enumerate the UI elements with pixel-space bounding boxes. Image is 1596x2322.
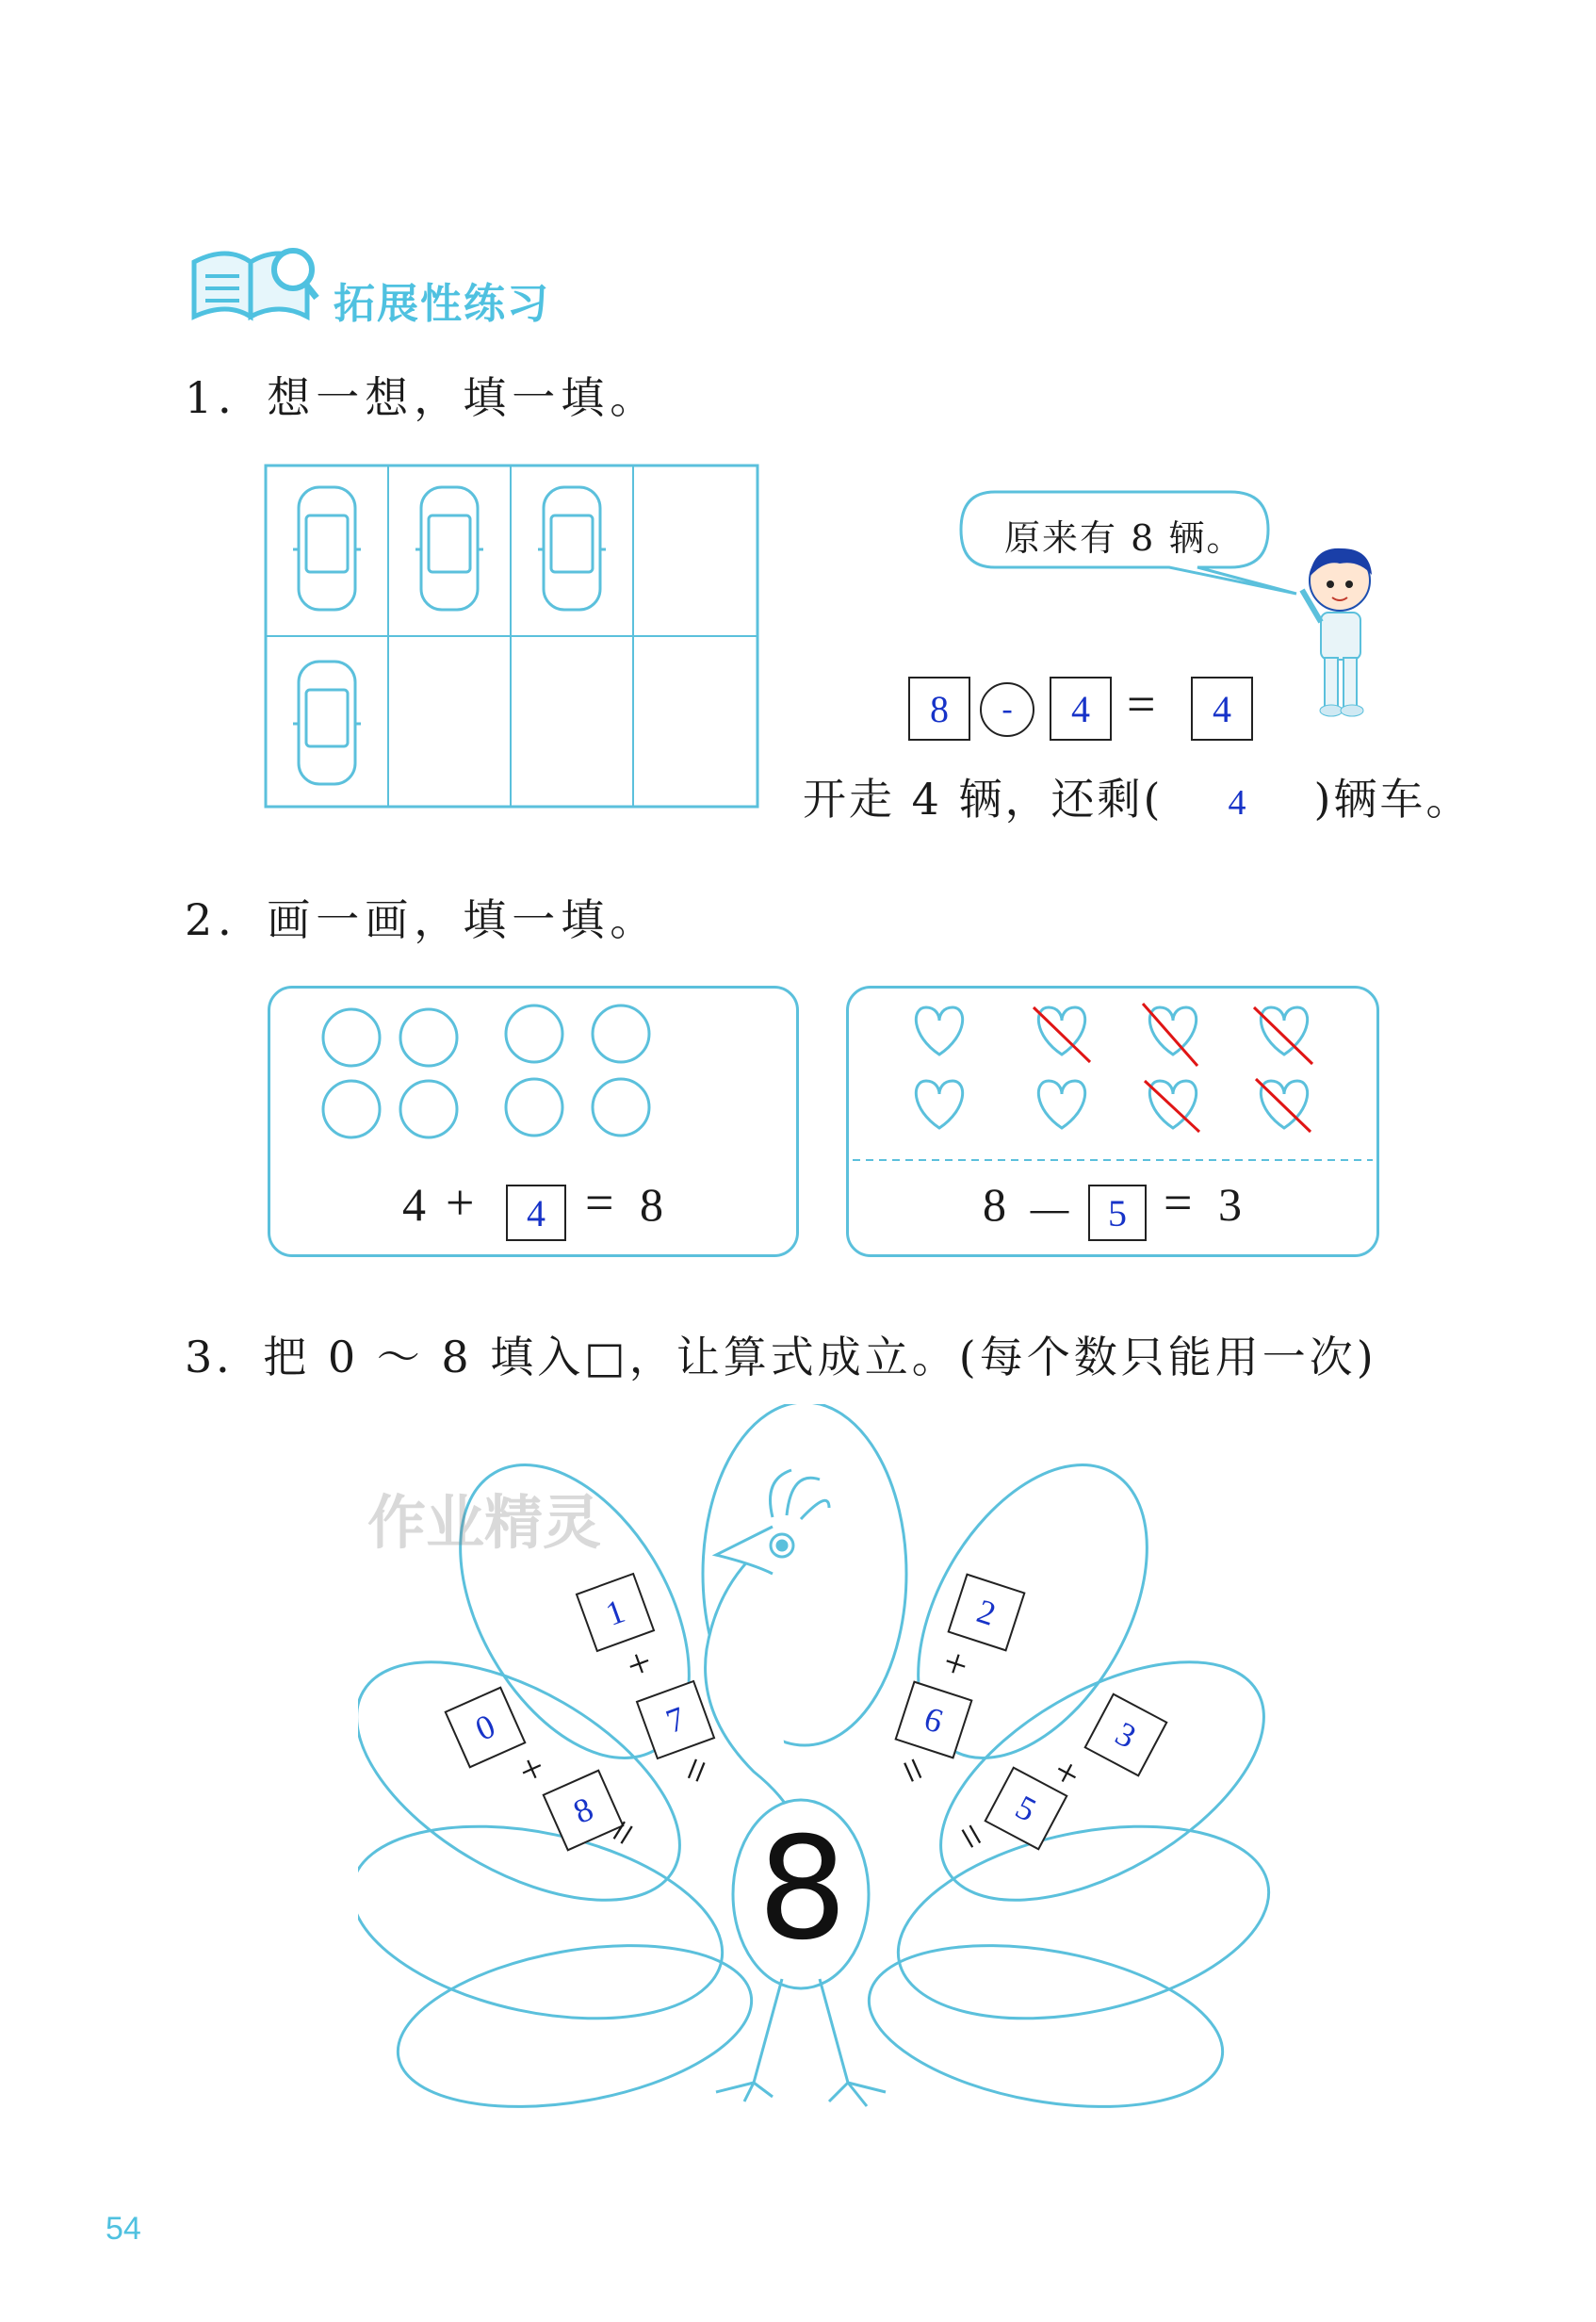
q2-left-a: 4	[402, 1178, 426, 1231]
q3-plus-3: +	[1045, 1747, 1088, 1799]
q3-box-2b[interactable]: 6	[894, 1680, 972, 1758]
q2-right-panel	[846, 986, 1379, 1257]
boy-icon	[1293, 543, 1396, 722]
page-number: 54	[106, 2211, 141, 2247]
q2-right-answer-box[interactable]: 5	[1088, 1185, 1147, 1241]
equals-sign: =	[1127, 676, 1156, 732]
hearts-group	[849, 989, 1376, 1168]
q3-plus-1: +	[620, 1638, 659, 1690]
watermark: 作业精灵	[367, 1488, 602, 1557]
q1-sentence-answer[interactable]: 4	[1228, 783, 1249, 823]
speech-text: 原来有 8 辆。	[1004, 517, 1245, 559]
subtrahend-box[interactable]: 4	[1050, 677, 1112, 741]
question-3-prompt: 3．把 0 ～ 8 填入□，让算式成立。(每个数只能用一次)	[185, 1332, 1377, 1382]
q3-box-3a[interactable]: 3	[1083, 1692, 1167, 1776]
q3-box-2a[interactable]: 2	[947, 1573, 1025, 1651]
q2-right-result: 3	[1218, 1178, 1242, 1231]
q3-eq-2: =	[886, 1749, 940, 1791]
car-icon	[538, 487, 606, 610]
q3-eq-1: =	[669, 1749, 724, 1791]
book-magnifier-icon	[185, 234, 326, 328]
section-title: 拓展性练习	[334, 280, 550, 328]
operator-circle[interactable]	[980, 682, 1034, 737]
q3-box-3b[interactable]: 5	[984, 1766, 1067, 1850]
q2-right-a: 8	[983, 1178, 1006, 1231]
q2-left-eq: =	[585, 1174, 614, 1231]
q2-right-op: －	[1024, 1186, 1075, 1242]
q3-box-1a[interactable]: 1	[576, 1573, 656, 1653]
q3-plus-2: +	[937, 1638, 974, 1690]
car-icon	[415, 487, 483, 610]
q3-eq-0: =	[595, 1808, 650, 1856]
q1-sentence	[803, 765, 1472, 827]
question-1-prompt: 1．想一想，填一填。	[185, 372, 660, 423]
question-2-prompt: 2．画一画，填一填。	[185, 894, 660, 945]
q3-plus-0: +	[512, 1743, 552, 1795]
difference-box[interactable]: 4	[1191, 677, 1253, 741]
q2-left-op: +	[446, 1174, 475, 1231]
q2-right-eq: =	[1164, 1174, 1193, 1231]
peacock-center-number: 8	[757, 1807, 848, 1971]
q2-left-result: 8	[640, 1178, 663, 1231]
operator-answer: -	[1002, 692, 1013, 727]
q2-left-answer-box[interactable]: 4	[506, 1185, 566, 1241]
car-icon	[293, 487, 361, 610]
q3-eq-3: =	[944, 1813, 999, 1859]
minuend-box[interactable]: 8	[908, 677, 970, 741]
parking-grid	[264, 464, 763, 812]
q1-sentence-before: 开走 4 辆，还剩(	[803, 774, 1164, 825]
q3-box-1b[interactable]: 7	[636, 1680, 716, 1760]
q1-sentence-after: )辆车。	[1313, 774, 1473, 825]
q2-left-panel	[268, 986, 799, 1257]
car-icon	[293, 662, 361, 784]
circles-group	[270, 989, 798, 1149]
q3-box-0b[interactable]: 8	[542, 1769, 624, 1851]
q3-box-0a[interactable]: 0	[444, 1686, 526, 1768]
